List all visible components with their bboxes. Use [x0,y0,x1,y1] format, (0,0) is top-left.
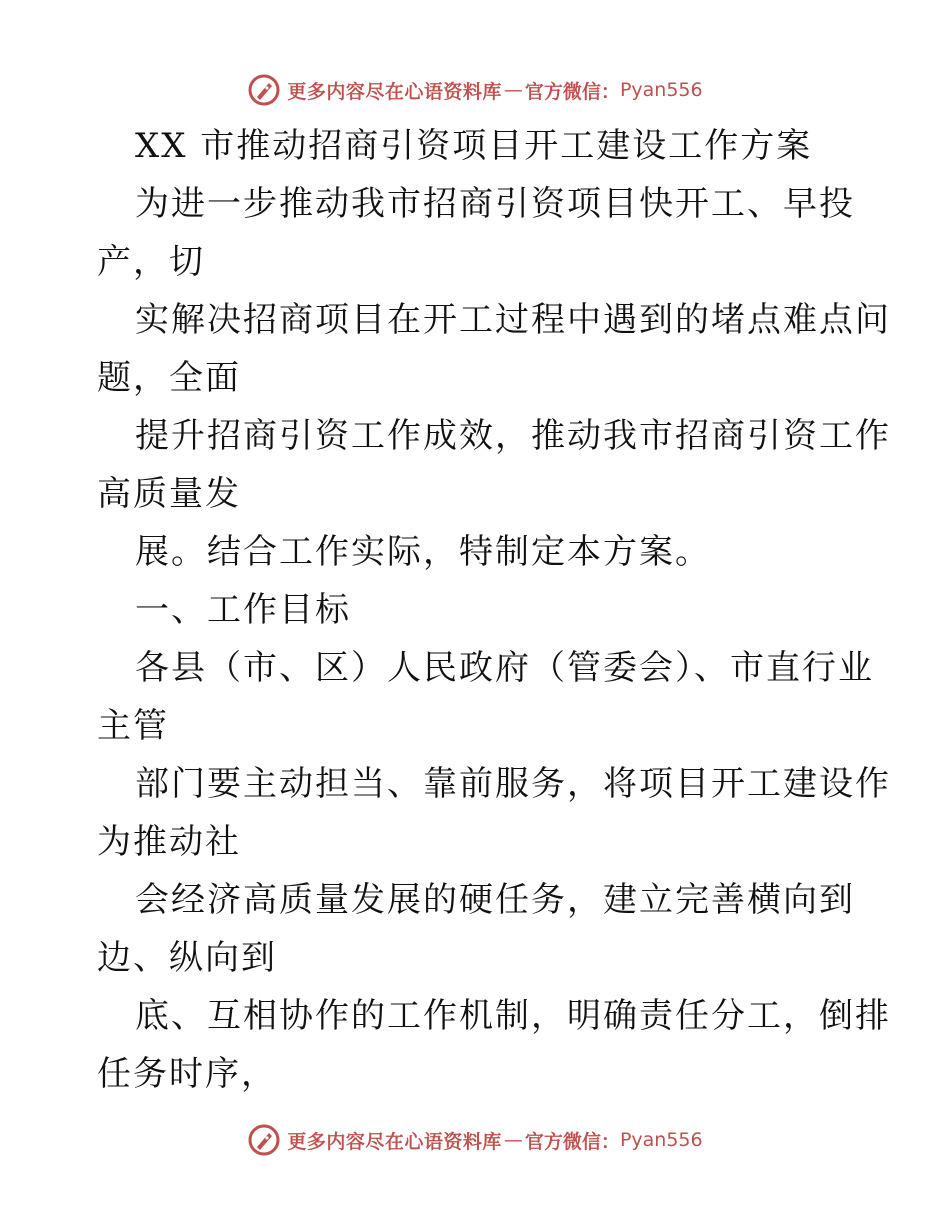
banner-wechat-label: 官方微信： [524,80,620,103]
paragraph-line: 高质量发 [97,474,241,514]
paragraph-line: 为进一步推动我市招商引资项目快开工、早投 [135,184,855,224]
paragraph-line: 产，切 [97,242,205,282]
header-banner [0,70,950,110]
paragraph-line: 展。结合工作实际，特制定本方案。 [135,532,711,572]
paragraph-line: 各县（市、区）人民政府（管委会）、市直行业 [135,648,874,688]
banner-text: 更多内容尽在心语资料库 [287,1130,502,1153]
paragraph-line: 题，全面 [97,358,241,398]
paragraph-line: 实解决招商项目在开工过程中遇到的堵点难点问 [135,300,891,340]
banner-separator: — [503,79,523,101]
banner-wechat-id: Pyan556 [619,1129,703,1151]
banner-text: 更多内容尽在心语资料库 [287,80,502,103]
banner-wechat-label: 官方微信： [524,1130,620,1153]
pen-nib-logo-icon [247,1123,281,1157]
pen-nib-logo-icon [247,73,281,107]
paragraph-line: 提升招商引资工作成效，推动我市招商引资工作 [135,416,891,456]
paragraph-line: 主管 [97,706,169,746]
paragraph-line: 为推动社 [97,822,241,862]
banner-separator: — [503,1129,523,1151]
paragraph-line: 底、互相协作的工作机制，明确责任分工，倒排 [135,996,891,1036]
paragraph-line: 任务时序， [97,1054,277,1094]
section-heading: 一、工作目标 [135,590,351,630]
paragraph-line: 会经济高质量发展的硬任务，建立完善横向到 [135,880,855,920]
banner-wechat-id: Pyan556 [619,79,703,101]
footer-banner [0,1120,950,1160]
paragraph-line: 部门要主动担当、靠前服务，将项目开工建设作 [135,764,891,804]
document-title: XX 市推动招商引资项目开工建设工作方案 [135,126,813,166]
paragraph-line: 边、纵向到 [97,938,277,978]
